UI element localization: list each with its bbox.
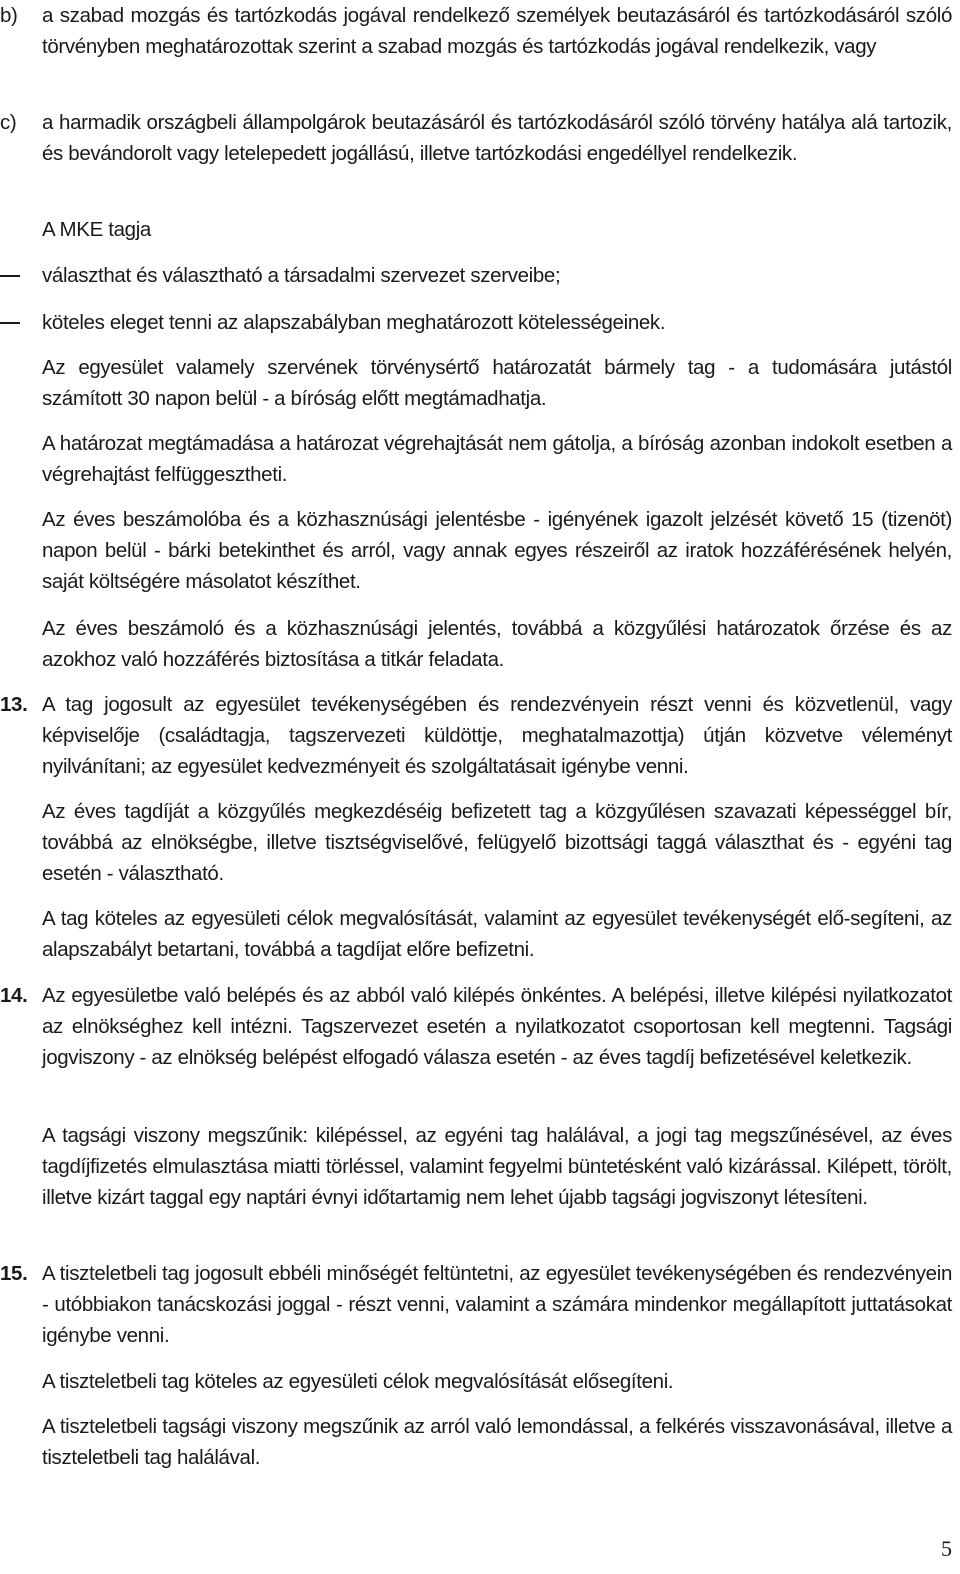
mke-intro-text: A MKE tagja <box>42 218 151 241</box>
paragraph-text: A tag köteles az egyesületi célok megvalósítását, valamint az egyesület tevékenységét elő-segíteni, az alapszabályt betartani, továbbá a tagdíjat előre befizetni. <box>42 907 952 961</box>
paragraph-text: A határozat megtámadása a határozat végrehajtását nem gátolja, a bíróság azonban indokolt esetben a végrehajtást felfüggesztheti. <box>42 432 952 486</box>
paragraph-text: Az éves beszámoló és a közhasznúsági jelentés, továbbá a közgyűlési határozatok őrzése és az azokhoz való hozzáférés biztosítása a titkár feladata. <box>42 617 952 671</box>
section-number-14: 14. <box>0 984 28 1007</box>
paragraph-text: Az egyesületbe való belépés és az abból való kilépés önkéntes. A belépési, illetve kilépési nyilatkozatot az elnökséghez kell intézni. Tagszervezet esetén a nyilatkozatot csoportosan kell megtenni. Tagsági jogviszony - az elnökség belépést elfogadó válasza esetén - az éves tagdíj befizetésével keletkezik. <box>42 984 952 1069</box>
dash-bullet <box>0 275 20 277</box>
list-marker-c: c) <box>0 111 17 134</box>
dash-item-2 <box>42 307 952 338</box>
list-item-b <box>0 0 952 62</box>
paragraph-text: A tiszteletbeli tag jogosult ebbéli minőségét feltüntetni, az egyesület tevékenységében és rendezvényein - utóbbiakon tanácskozási joggal - részt venni, valamint a számára mindenkor megállapított juttatásokat igénybe venni. <box>42 1262 952 1347</box>
mke-intro <box>42 214 952 245</box>
list-item-c <box>0 107 952 169</box>
paragraph-text: A tagsági viszony megszűnik: kilépéssel, az egyéni tag halálával, a jogi tag megszűnésével, az éves tagdíjfizetés elmulasztása miatti törléssel, valamint fegyelmi büntetésként való kizárással. Kilépett, törölt, illetve kizárt taggal egy naptári évnyi időtartamig nem lehet újabb tagsági jogviszonyt létesíteni. <box>42 1124 952 1209</box>
list-item-c-text: a harmadik országbeli állampolgárok beutazásáról és tartózkodásáról szóló törvény hatálya alá tartozik, és bevándorolt vagy letelepedett jogállású, illetve tartózkodási engedéllyel rendelkezik. <box>42 111 952 165</box>
section-13-p2 <box>42 796 952 889</box>
paragraph-secretary-duty <box>42 613 952 675</box>
dash-bullet <box>0 322 20 324</box>
section-13-p1 <box>0 689 952 782</box>
section-13-p3 <box>42 903 952 965</box>
section-15-p3 <box>42 1411 952 1473</box>
paragraph-text: Az egyesület valamely szervének törvénysértő határozatát bármely tag - a tudomására jutástól számított 30 napon belül - a bíróság előtt megtámadhatja. <box>42 356 952 410</box>
paragraph-text: A tiszteletbeli tag köteles az egyesületi célok megvalósítását elősegíteni. <box>42 1370 674 1393</box>
section-number-13: 13. <box>0 693 28 716</box>
list-marker-b: b) <box>0 4 18 27</box>
section-14-p2 <box>42 1120 952 1213</box>
dash-item-text: köteles eleget tenni az alapszabályban meghatározott kötelességeinek. <box>42 311 666 334</box>
section-14-p1 <box>0 980 952 1073</box>
paragraph-challenge <box>42 352 952 414</box>
list-item-b-text: a szabad mozgás és tartózkodás jogával rendelkező személyek beutazásáról és tartózkodásáról szóló törvényben meghatározottak szerint a szabad mozgás és tartózkodás jogával rendelkezik, vagy <box>42 4 952 58</box>
section-15-p2 <box>42 1366 952 1397</box>
paragraph-suspension <box>42 428 952 490</box>
dash-item-1 <box>42 260 952 291</box>
paragraph-text: A tiszteletbeli tagsági viszony megszűnik az arról való lemondással, a felkérés visszavonásával, illetve a tiszteletbeli tag halálával. <box>42 1415 952 1469</box>
section-15-p1 <box>0 1258 952 1351</box>
paragraph-text: Az éves beszámolóba és a közhasznúsági jelentésbe - igényének igazolt jelzését követő 15 (tizenöt) napon belül - bárki betekinthet és arról, vagy annak egyes részeiről az iratok hozzáférésének helyén, saját költségére másolatot készíthet. <box>42 508 952 593</box>
page-number: 5 <box>941 1536 952 1561</box>
dash-item-text: választhat és választható a társadalmi szervezet szerveibe; <box>42 264 561 287</box>
section-number-15: 15. <box>0 1262 28 1285</box>
paragraph-text: A tag jogosult az egyesület tevékenységében és rendezvényein részt venni és közvetlenül, vagy képviselője (családtagja, tagszervezeti küldöttje, meghatalmazottja) útján közvetve véleményt nyilvánítani; az egyesület kedvezményeit és szolgáltatásait igénybe venni. <box>42 693 952 778</box>
paragraph-annual-report-access <box>42 504 952 597</box>
paragraph-text: Az éves tagdíját a közgyűlés megkezdéséig befizetett tag a közgyűlésen szavazati képességgel bír, továbbá az elnökségbe, illetve tisztségviselővé, felügyelő bizottsági taggá választhat és - egyéni tag esetén - választható. <box>42 800 952 885</box>
